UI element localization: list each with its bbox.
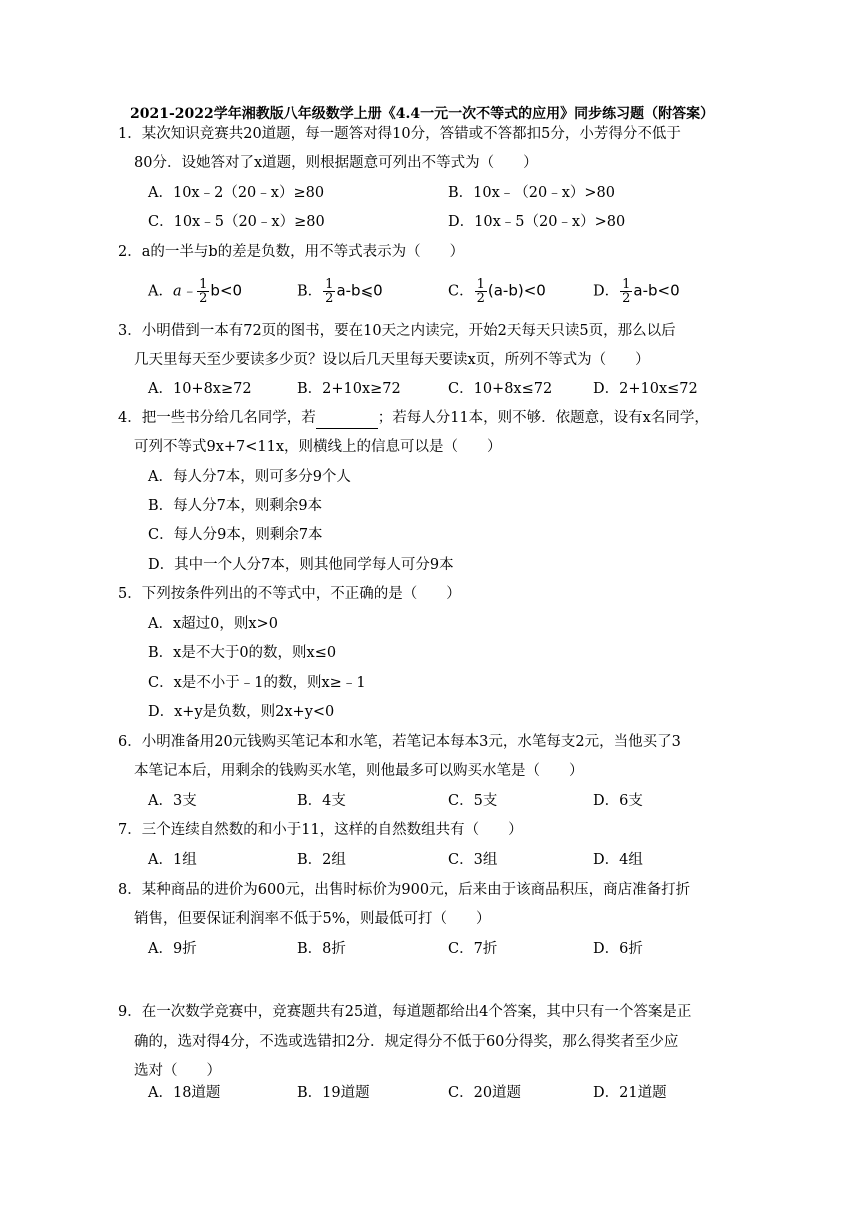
question-9-option-a: A．18道题 — [148, 1085, 221, 1101]
question-4-line-1: 4．把一些书分给几名同学，若 ；若每人分11本，则不够．依题意，设有x名同学， — [118, 408, 709, 429]
question-5-option-d: D．x+y是负数，则2x+y<0 — [148, 704, 335, 720]
question-9-option-b: B．19道题 — [297, 1085, 370, 1101]
question-1-line-2: 80分．设她答对了x道题，则根据题意可列出不等式为（ ） — [134, 155, 538, 171]
question-6-option-b: B．4支 — [297, 793, 346, 809]
question-8-option-a: A．9折 — [148, 941, 197, 957]
half-fraction: $\frac{1}{2}$ — [325, 277, 334, 306]
question-1-option-c: C．10x﹣5（20﹣x）≥80 — [148, 214, 325, 230]
question-8-option-d: D．6折 — [593, 941, 643, 957]
question-1-line-1: 1．某次知识竞赛共20道题，每一题答对得10分，答错或不答都扣5分，小芳得分不低于 — [118, 126, 681, 142]
question-6-option-a: A．3支 — [148, 793, 197, 809]
question-1-option-a: A．10x﹣2（20﹣x）≥80 — [148, 185, 325, 201]
option-d-suffix: a-b<0 — [633, 281, 680, 300]
question-3-option-b: B．2+10x≥72 — [297, 381, 401, 397]
option-a-suffix: b<0 — [210, 281, 243, 300]
question-7-option-d: D．4组 — [593, 852, 643, 868]
question-3-line-1: 3．小明借到一本有72页的图书，要在10天之内读完，开始2天每天只读5页，那么以后 — [118, 323, 676, 339]
question-8-option-b: B．8折 — [297, 941, 346, 957]
fill-in-blank — [316, 408, 378, 429]
question-6-line-1: 6．小明准备用20元钱购买笔记本和水笔，若笔记本每本3元，水笔每支2元，当他买了3 — [118, 734, 681, 750]
question-9-line-1: 9．在一次数学竞赛中，竞赛题共有25道，每道题都给出4个答案，其中只有一个答案是正 — [118, 1004, 692, 1020]
question-9-option-d: D．21道题 — [593, 1085, 667, 1101]
question-4-option-b: B．每人分7本，则剩余9本 — [148, 498, 323, 514]
option-c-suffix: (a-b)<0 — [487, 281, 546, 300]
option-b-label: B． — [297, 283, 323, 300]
question-3-option-c: C．10+8x≤72 — [448, 381, 553, 397]
option-d-label: D． — [593, 283, 620, 300]
question-2-line-1: 2．a的一半与b的差是负数，用不等式表示为（ ） — [118, 244, 465, 260]
question-8-line-2: 销售，但要保证利润率不低于5%，则最低可打（ ） — [134, 911, 491, 927]
half-fraction: $\frac{1}{2}$ — [199, 277, 208, 306]
question-6-option-d: D．6支 — [593, 793, 643, 809]
question-4-option-d: D．其中一个人分7本，则其他同学每人可分9本 — [148, 557, 454, 573]
question-7-line-1: 7．三个连续自然数的和小于11，这样的自然数组共有（ ） — [118, 822, 523, 838]
question-6-line-2: 本笔记本后，用剩余的钱购买水笔，则他最多可以购买水笔是（ ） — [134, 763, 584, 779]
question-8-line-1: 8．某种商品的进价为600元，出售时标价为900元，后来由于该商品积压，商店准备打折 — [118, 882, 691, 898]
question-2-option-b — [297, 278, 383, 305]
question-5-option-a: A．x超过0，则x>0 — [148, 616, 278, 632]
option-c-label: C． — [448, 283, 474, 300]
question-3-line-2: 几天里每天至少要读多少页？设以后几天里每天要读x页，所列不等式为（ ） — [134, 352, 650, 368]
question-7-option-b: B．2组 — [297, 852, 346, 868]
option-a-label: A． — [148, 283, 173, 300]
half-fraction: $\frac{1}{2}$ — [622, 277, 631, 306]
question-5-option-b: B．x是不大于0的数，则x≤0 — [148, 645, 337, 661]
page-title: 2021-2022学年湘教版八年级数学上册《4.4一元一次不等式的应用》同步练习题（附答案） — [130, 106, 715, 122]
half-fraction: $\frac{1}{2}$ — [476, 277, 485, 306]
question-7-option-a: A．1组 — [148, 852, 197, 868]
question-4-option-c: C．每人分9本，则剩余7本 — [148, 527, 323, 543]
question-3-option-a: A．10+8x≥72 — [148, 381, 252, 397]
question-7-option-c: C．3组 — [448, 852, 498, 868]
question-1-option-d: D．10x﹣5（20﹣x）>80 — [448, 214, 626, 230]
question-9-option-c: C．20道题 — [448, 1085, 522, 1101]
question-6-option-c: C．5支 — [448, 793, 498, 809]
question-8-option-c: C．7折 — [448, 941, 498, 957]
question-1-option-b: B．10x﹣（20﹣x）>80 — [448, 185, 616, 201]
question-5-option-c: C．x是不小于﹣1的数，则x≥﹣1 — [148, 675, 366, 691]
question-5-line-1: 5．下列按条件列出的不等式中，不正确的是（ ） — [118, 586, 461, 602]
option-b-suffix: a-b⩽0 — [336, 281, 383, 300]
question-2-option-a — [148, 278, 242, 305]
question-2-option-c — [448, 278, 546, 305]
question-9-line-2: 确的，选对得4分，不选或选错扣2分．规定得分不低于60分得奖，那么得奖者至少应 — [134, 1034, 679, 1050]
question-2-option-d — [593, 278, 680, 305]
question-4-option-a: A．每人分7本，则可多分9个人 — [148, 469, 351, 485]
question-4-line-2: 可列不等式9x+7<11x，则横线上的信息可以是（ ） — [134, 439, 502, 455]
option-a-prefix: a﹣ — [172, 283, 197, 300]
question-3-option-d: D．2+10x≤72 — [593, 381, 698, 397]
question-9-line-3: 选对（ ） — [134, 1063, 221, 1079]
